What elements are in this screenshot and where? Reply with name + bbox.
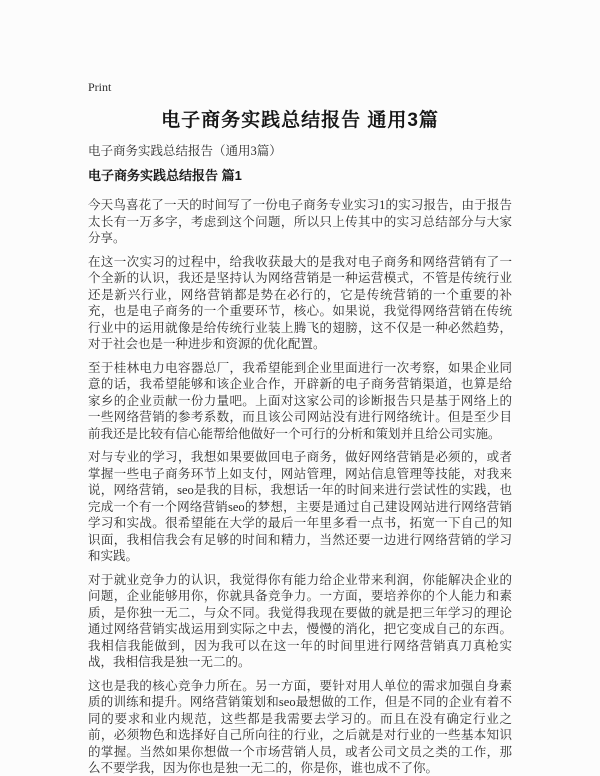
paragraph: 在这一次实习的过程中，给我收获最大的是我对电子商务和网络营销有了一个全新的认识，我还是坚持认为网络营销是一种运营模式，不管是传统行业还是新兴行业，网络营销都是势在必行的，它是传统营销的一个重要的补充，也是电子商务的一个重要环节，核心。如果说，我觉得网络营销在传统行业中的运用就像是给传统行业装上腾飞的翅膀，这不仅是一种必然趋势，对于社会也是一种进步和资源的优化配置。 [88,254,512,351]
page-title: 电子商务实践总结报告 通用3篇 [161,110,439,131]
paragraph: 至于桂林电力电容器总厂，我希望能到企业里面进行一次考察，如果企业同意的话，我希望能够和该企业合作，开辟新的电子商务营销渠道，也算是给家乡的企业贡献一份力量吧。上面对这家公司的诊断报告只是基于网络上的一些网络营销的参考系数，而且该公司网站没有进行网络统计。但是至少目前我还是比较有信心能帮给他做好一个可行的分析和策划并且给公司实施。 [88,360,512,441]
paragraph: 对与专业的学习，我想如果要做回电子商务，做好网络营销是必须的，或者掌握一些电子商务环节上如支付，网站管理，网站信息管理等技能，对我来说，网络营销，seo是我的目标，我想话一年的时间来进行尝试性的实践，也完成一个有一个网络营销seo的梦想，主要是通过自己建设网站进行网络营销学习和实战。很希望能在大学的最后一年里多看一点书，拓宽一下自己的知识面，我相信我会有足够的时间和精力，当然还要一边进行网络营销的学习和实践。 [88,450,512,563]
paragraph: 这也是我的核心竞争力所在。另一方面，要针对用人单位的需求加强自身素质的训练和提升。网络营销策划和seo最想做的工作，但是不同的企业有着不同的要求和业内规范，这些都是我需要去学习的。而且在没有确定行业之前，必须物色和选择好自己所向往的行业，之后就是对行业的一些基本知识的掌握。当然如果你想做一个市场营销人员，或者公司文员之类的工作，那么不要学我，因为你也是独一无二的，你是你，谁也成不了你。 [88,678,512,775]
print-link[interactable]: Print [88,80,112,94]
paragraph: 今天鸟喜花了一天的时间写了一份电子商务专业实习1的实习报告，由于报告太长有一万多字，考虑到这个问题，所以只上传其中的实习总结部分与大家分享。 [88,198,512,245]
article-subtitle: 电子商务实践总结报告（通用3篇） [88,144,282,158]
section-heading: 电子商务实践总结报告 篇1 [88,168,242,183]
paragraph: 对于就业竞争力的认识，我觉得你有能力给企业带来利润，你能解决企业的问题，企业能够用你，你就具备竞争力。一方面，要培养你的个人能力和素质，是你独一无二，与众不同。我觉得我现在要做的就是把三年学习的理论通过网络营销实战运用到实际之中去，慢慢的消化，把它变成自己的东西。我相信我能做到，因为我可以在这一年的时间里进行网络营销真刀真枪实战，我相信我是独一无二的。 [88,572,512,669]
